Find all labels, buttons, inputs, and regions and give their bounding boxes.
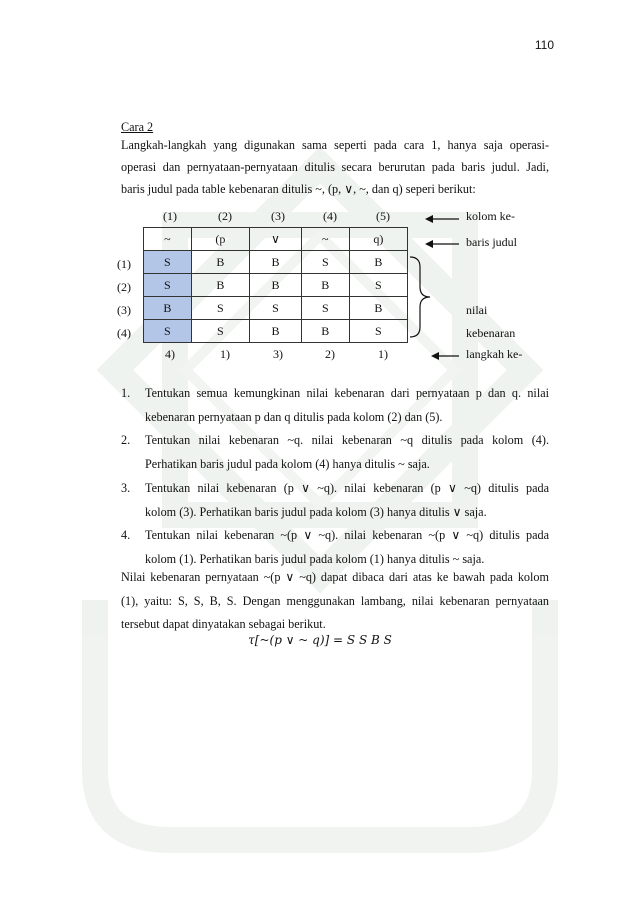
intro-line: operasi dan pernyataan-pernyataan ditulis secara berurutan pada baris judul. Jadi, — [121, 160, 549, 174]
table-cell: B — [301, 320, 349, 343]
list-line: Tentukan nilai kebenaran ~(p ∨ ~q). nilai kebenaran ~(p ∨ ~q) ditulis pada — [145, 528, 549, 542]
table-cell: S — [349, 274, 407, 297]
step-label: langkah ke- — [466, 347, 523, 361]
closing-line: (1), yaitu: S, S, B, S. Dengan menggunakan lambang, nilai kebenaran pernyataan — [121, 594, 549, 608]
list-number: 1. — [121, 386, 131, 400]
table-cell: S — [144, 251, 192, 274]
right-brace-icon — [408, 255, 438, 339]
row-label: (1) — [117, 257, 131, 271]
step-number: 1) — [378, 347, 388, 361]
section-heading: Cara 2 — [121, 120, 154, 134]
column-numbers — [0, 209, 638, 225]
table-row — [144, 297, 408, 320]
table-cell: B — [250, 274, 302, 297]
list-line: Tentukan nilai kebenaran ~q. nilai kebenaran ~q ditulis pada kolom (4). — [145, 433, 549, 447]
row-label: (2) — [117, 280, 131, 294]
truth-table — [143, 227, 408, 343]
column-number: (5) — [376, 209, 390, 223]
row-label: (4) — [117, 326, 131, 340]
table-cell: S — [191, 297, 249, 320]
intro-line: baris judul pada table kebenaran ditulis ~, (p, ∨, ~, dan q) seperi berikut: — [121, 182, 476, 196]
closing-line: tersebut dapat dinyatakan sebagai berikut. — [121, 617, 326, 631]
truth-label-line: nilai — [466, 303, 488, 317]
table-cell: B — [349, 251, 407, 274]
header-cell: q) — [349, 228, 407, 251]
header-label: baris judul — [466, 235, 517, 249]
header-cell: ~ — [301, 228, 349, 251]
list-line: kebenaran pernyataan p dan q ditulis pada kolom (2) dan (5). — [145, 410, 443, 424]
table-cell: S — [191, 320, 249, 343]
step-number: 4) — [165, 347, 175, 361]
truth-label-line: kebenaran — [466, 326, 516, 340]
list-number: 4. — [121, 528, 131, 542]
table-cell: S — [349, 320, 407, 343]
table-row — [144, 320, 408, 343]
table-cell: S — [301, 297, 349, 320]
column-number: (1) — [163, 209, 177, 223]
header-cell: ~ — [144, 228, 192, 251]
step-number: 3) — [273, 347, 283, 361]
table-cell: S — [301, 251, 349, 274]
intro-line: Langkah-langkah yang digunakan sama seperti pada cara 1, hanya saja operasi- — [121, 138, 549, 152]
list-line: kolom (1). Perhatikan baris judul pada kolom (1) hanya ditulis ~ saja. — [145, 552, 485, 566]
step-number: 2) — [325, 347, 335, 361]
list-number: 2. — [121, 433, 131, 447]
page-number: 110 — [534, 38, 554, 52]
column-number: (3) — [271, 209, 285, 223]
row-label: (3) — [117, 303, 131, 317]
column-label: kolom ke- — [466, 209, 515, 223]
column-number: (2) — [218, 209, 232, 223]
list-line: kolom (3). Perhatikan baris judul pada kolom (3) hanya ditulis ∨ saja. — [145, 505, 487, 519]
list-line: Tentukan semua kemungkinan nilai kebenaran dari pernyataan p dan q. nilai — [145, 386, 549, 400]
header-cell: ∨ — [250, 228, 302, 251]
table-cell: B — [250, 251, 302, 274]
closing-line: Nilai kebenaran pernyataan ~(p ∨ ~q) dapat dibaca dari atas ke bawah pada kolom — [121, 570, 549, 584]
step-order-row — [0, 347, 638, 363]
truth-value-formula: τ[~(p ∨ ~ q)] = S S B S — [248, 633, 392, 647]
header-cell: (p — [191, 228, 249, 251]
arrow-left-icon — [425, 238, 461, 250]
table-cell: B — [301, 274, 349, 297]
table-cell: S — [144, 320, 192, 343]
table-cell: S — [250, 297, 302, 320]
table-cell: S — [144, 274, 192, 297]
table-cell: B — [349, 297, 407, 320]
table-row — [144, 251, 408, 274]
table-header-row — [144, 228, 408, 251]
list-number: 3. — [121, 481, 131, 495]
step-number: 1) — [220, 347, 230, 361]
list-line: Perhatikan baris judul pada kolom (4) hanya ditulis ~ saja. — [145, 457, 430, 471]
table-row — [144, 274, 408, 297]
arrow-left-icon — [431, 350, 461, 362]
table-cell: B — [144, 297, 192, 320]
table-cell: B — [191, 251, 249, 274]
column-number: (4) — [323, 209, 337, 223]
table-cell: B — [250, 320, 302, 343]
list-line: Tentukan nilai kebenaran (p ∨ ~q). nilai kebenaran (p ∨ ~q) ditulis pada — [145, 481, 549, 495]
arrow-left-icon — [425, 213, 461, 225]
table-cell: B — [191, 274, 249, 297]
